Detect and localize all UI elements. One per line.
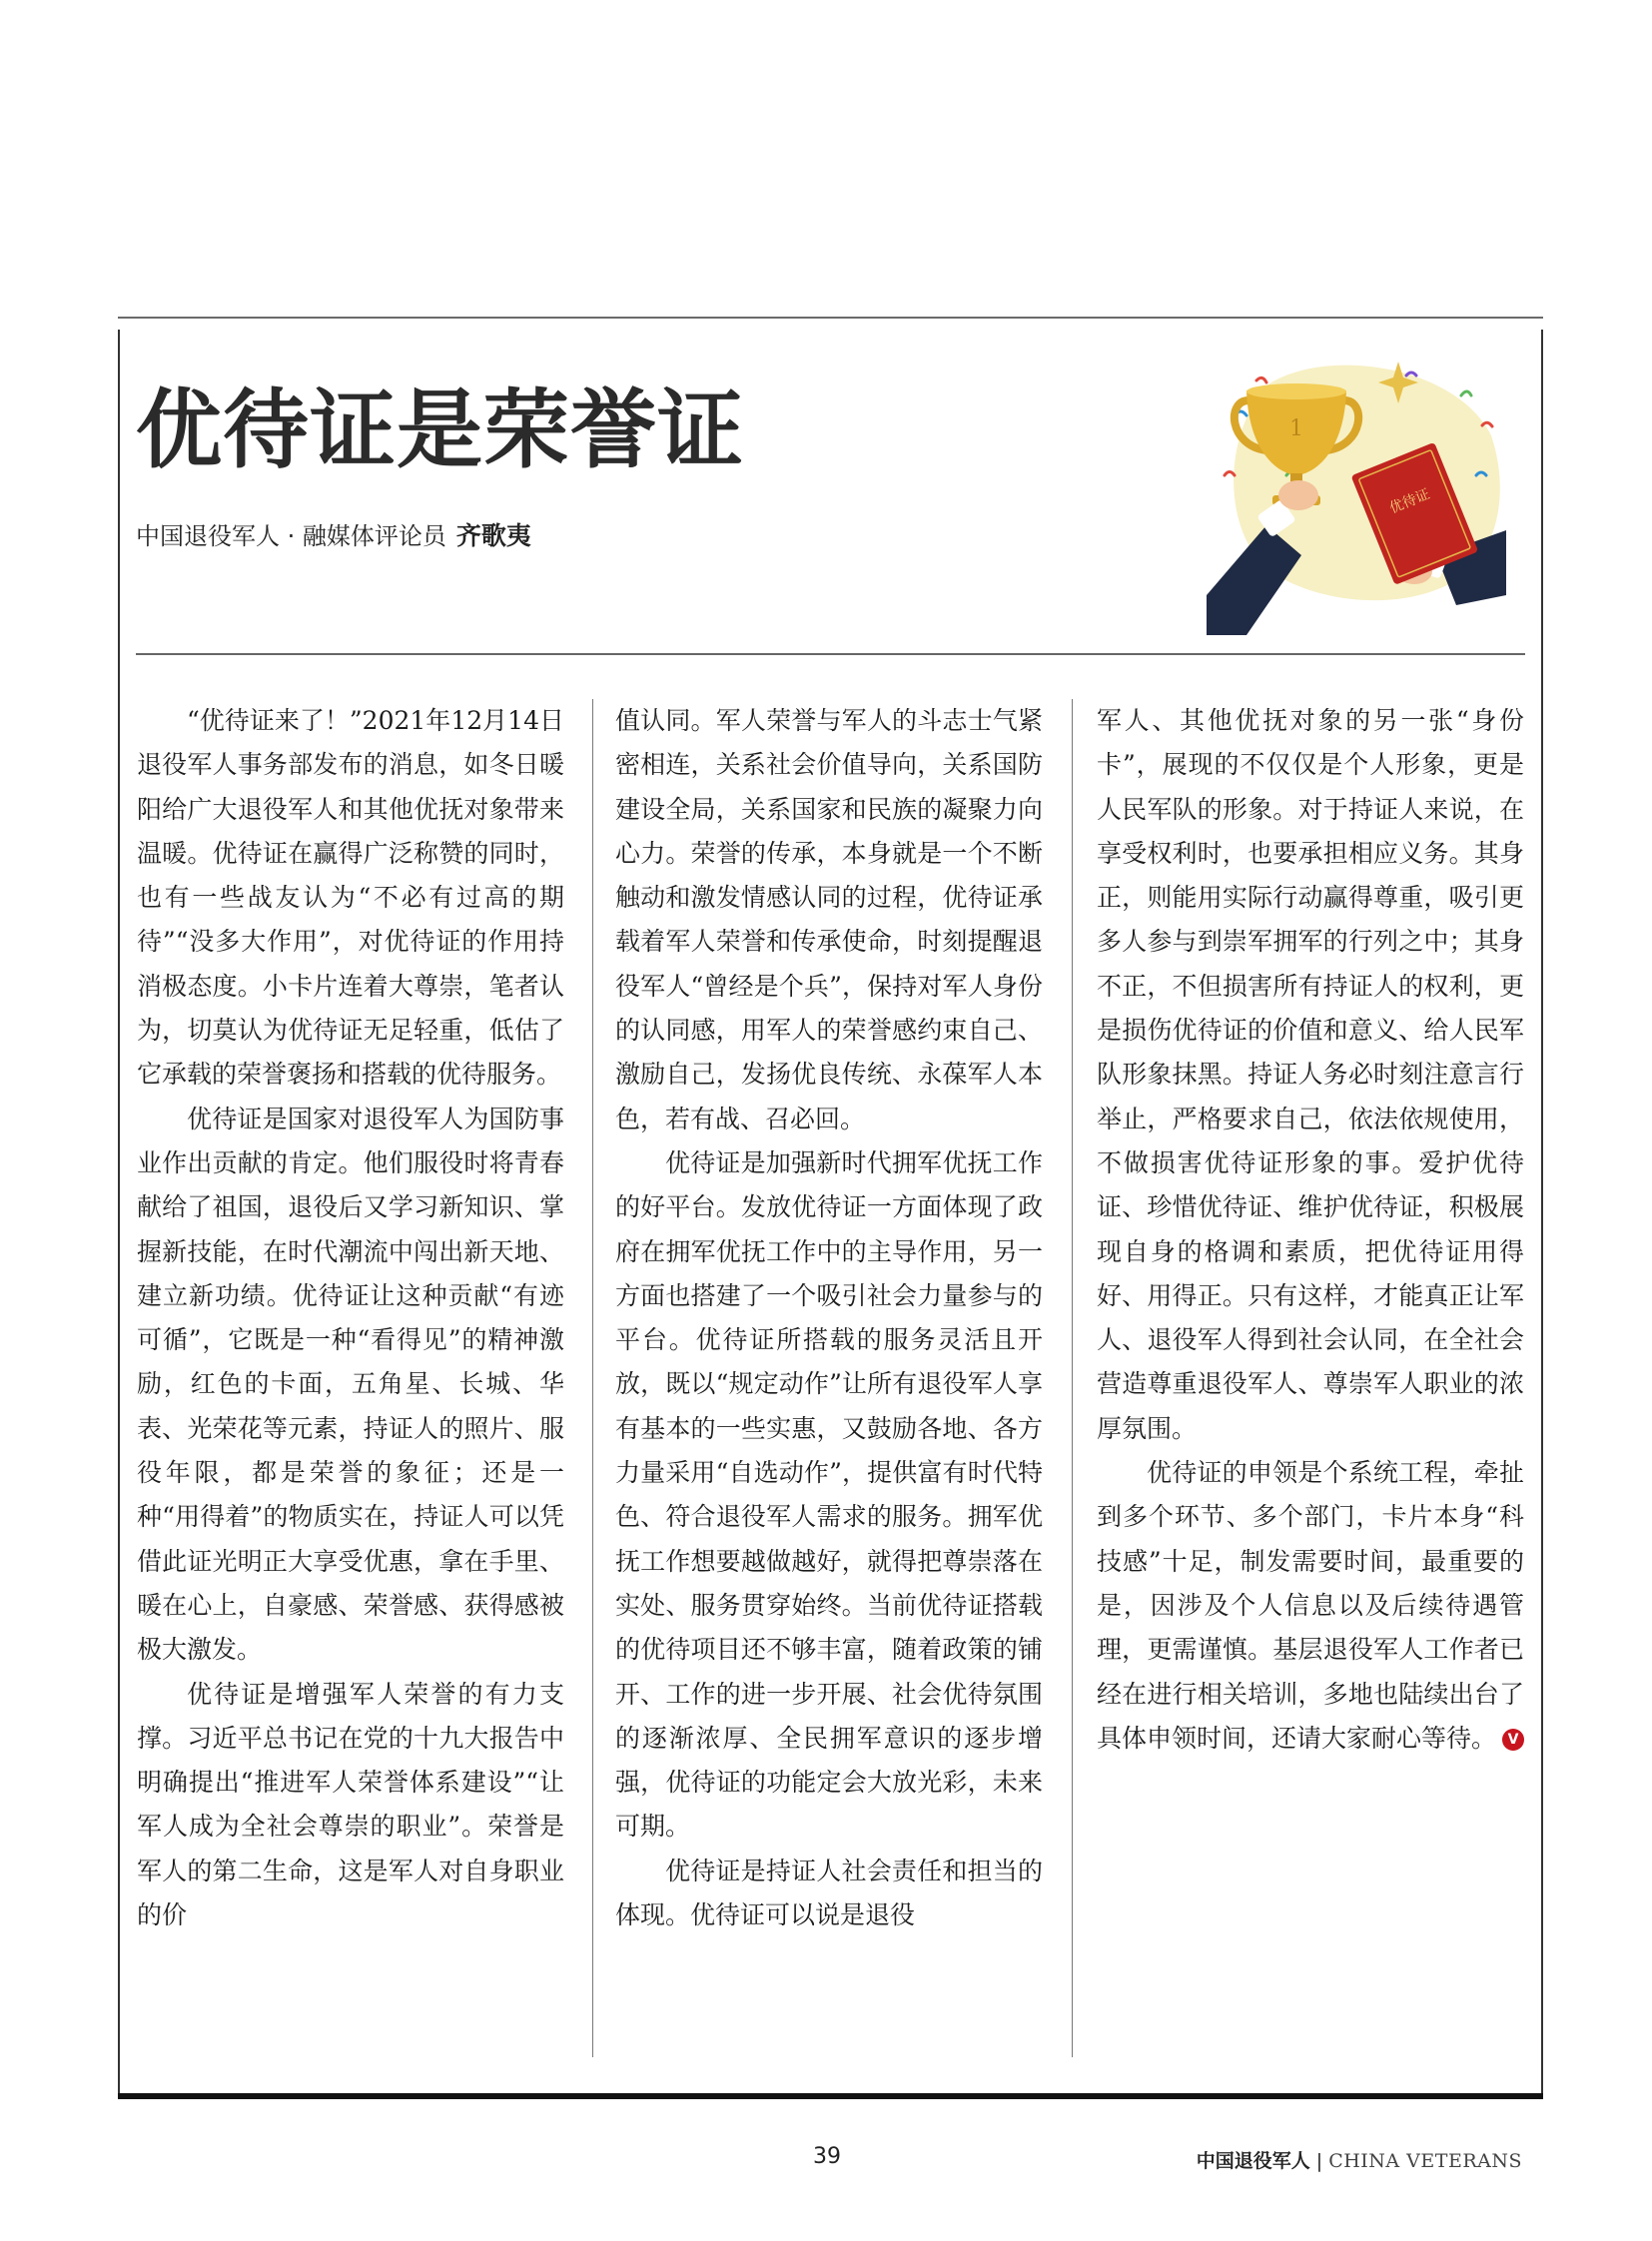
frame-left-border [118, 330, 120, 2093]
brand-cn: 中国退役军人 [1196, 2150, 1310, 2172]
article-column-2 [615, 699, 1043, 1937]
paragraph: 优待证是国家对退役军人为国防事业作出贡献的肯定。他们服役时将青春献给了祖国，退役后又学习新知识、掌握新技能，在时代潮流中闯出新天地、建立新功绩。优待证让这种贡献“有迹可循”，它既是一种“看得见”的精神激励，红色的卡面，五角星、长城、华表、光荣花等元素，持证人的照片、服役年限，都是荣誉的象征；还是一种“用得着”的物质实在，持证人可以凭借此证光明正大享受优惠，拿在手里、暖在心上，自豪感、荣誉感、获得感被极大激发。 [137, 1104, 564, 1665]
paragraph [1097, 1451, 1524, 1761]
paragraph: 优待证是持证人社会责任和担当的体现。优待证可以说是退役 [615, 1856, 1043, 1930]
bottom-rule [118, 2093, 1543, 2099]
paragraph: 值认同。军人荣誉与军人的斗志士气紧密相连，关系社会价值导向，关系国防建设全局，关系国家和民族的凝聚力向心力。荣誉的传承，本身就是一个不断触动和激发情感认同的过程，优待证承载着军人荣誉和传承使命，时刻提醒退役军人“曾经是个兵”，保持对军人身份的认同感，用军人的荣誉感约束自己、激励自己，发扬优良传统、永葆军人本色，若有战、召必回。 [615, 706, 1043, 1133]
svg-text:1: 1 [1289, 416, 1303, 441]
footer-brand [1197, 2146, 1522, 2173]
byline-author: 齐歌夷 [455, 521, 531, 550]
svg-text:优待证: 优待证 [1387, 486, 1432, 517]
byline [136, 516, 531, 552]
paragraph: 优待证是增强军人荣誉的有力支撑。习近平总书记在党的十九大报告中明确提出“推进军人荣誉体系建设”“让军人成为全社会尊崇的职业”。荣誉是军人的第二生命，这是军人对自身职业的价 [137, 1679, 564, 1930]
brand-en: CHINA VETERANS [1328, 2150, 1522, 2172]
article-column-1 [137, 699, 564, 1937]
article-column-3 [1097, 699, 1524, 1761]
article-title: 优待证是荣誉证 [136, 380, 744, 480]
trophy-illustration [1207, 356, 1506, 635]
paragraph: 军人、其他优抚对象的另一张“身份卡”，展现的不仅仅是个人形象，更是人民军队的形象。对于持证人来说，在享受权利时，也要承担相应义务。其身正，则能用实际行动赢得尊重，吸引更多人参与到崇军拥军的行列之中；其身不正，不但损害所有持证人的权利，更是损伤优待证的价值和意义、给人民军队形象抹黑。持证人务必时刻注意言行举止，严格要求自己，依法依规使用，不做损害优待证形象的事。爱护优待证、珍惜优待证、维护优待证，积极展现自身的格调和素质，把优待证用得好、用得正。只有这样，才能真正让军人、退役军人得到社会认同，在全社会营造尊重退役军人、尊崇军人职业的浓厚氛围。 [1097, 706, 1524, 1443]
brand-separator: | [1315, 2150, 1323, 2172]
header-divider [136, 653, 1525, 655]
page-number: 39 [813, 2144, 841, 2169]
byline-affiliation: 中国退役军人 · 融媒体评论员 [136, 522, 446, 550]
frame-right-border [1541, 330, 1543, 2093]
column-divider [1072, 699, 1073, 2057]
paragraph-text: 优待证的申领是个系统工程，牵扯到多个环节、多个部门，卡片本身“科技感”十足，制发需要时间，最重要的是，因涉及个人信息以及后续待遇管理，更需谨慎。基层退役军人工作者已经在进行相关培训，多地也陆续出台了具体申领时间，还请大家耐心等待。 [1097, 1458, 1524, 1753]
paragraph: 优待证是加强新时代拥军优抚工作的好平台。发放优待证一方面体现了政府在拥军优抚工作中的主导作用，另一方面也搭建了一个吸引社会力量参与的平台。优待证所搭载的服务灵活且开放，既以“规定动作”让所有退役军人享有基本的一些实惠，又鼓励各地、各方力量采用“自选动作”，提供富有时代特色、符合退役军人需求的服务。拥军优抚工作想要越做越好，就得把尊崇落在实处、服务贯穿始终。当前优待证搭载的优待项目还不够丰富，随着政策的铺开、工作的进一步开展、社会优待氛围的逐渐浓厚、全民拥军意识的逐步增强，优待证的功能定会大放光彩，未来可期。 [615, 1147, 1043, 1842]
paragraph: “优待证来了！”2021年12月14日退役军人事务部发布的消息，如冬日暖阳给广大退役军人和其他优抚对象带来温暖。优待证在赢得广泛称赞的同时，也有一些战友认为“不必有过高的期待”“没多大作用”，对优待证的作用持消极态度。小卡片连着大尊崇，笔者认为，切莫认为优待证无足轻重，低估了它承载的荣誉褒扬和搭载的优待服务。 [137, 706, 564, 1090]
column-divider [592, 699, 593, 2057]
end-mark-icon: V [1502, 1729, 1524, 1751]
top-rule [118, 317, 1543, 319]
